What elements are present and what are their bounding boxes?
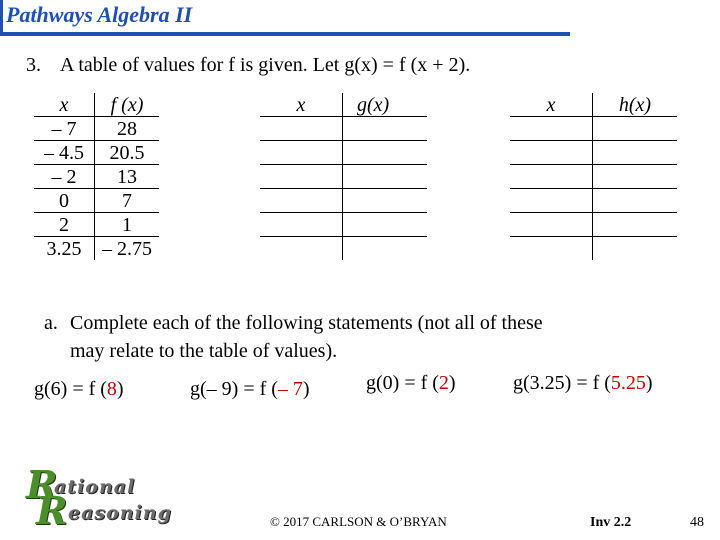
statement-4 bbox=[513, 372, 653, 395]
part-a-label: a. bbox=[44, 312, 58, 334]
table-h-cell[interactable] bbox=[593, 141, 678, 165]
table-h-cell[interactable] bbox=[510, 165, 593, 189]
table-f-cell: – 2.75 bbox=[95, 237, 160, 261]
table-h-cell[interactable] bbox=[510, 213, 593, 237]
table-g-header-x: x bbox=[260, 93, 343, 117]
footer-page-number: 48 bbox=[690, 515, 704, 530]
statement-1-answer[interactable]: 8 bbox=[106, 378, 117, 400]
table-h-header-hx: h(x) bbox=[593, 93, 678, 117]
table-g-cell[interactable] bbox=[260, 237, 343, 261]
table-h-cell[interactable] bbox=[510, 237, 593, 261]
table-f-cell: 0 bbox=[34, 189, 95, 213]
part-a-line-2: may relate to the table of values). bbox=[70, 340, 338, 362]
table-f-header-x: x bbox=[34, 93, 95, 117]
table-f-cell: 7 bbox=[95, 189, 160, 213]
question-number: 3. bbox=[26, 54, 41, 76]
logo-initial-r-bottom: R bbox=[36, 488, 68, 533]
footer-investigation: Inv 2.2 bbox=[590, 515, 632, 530]
table-f-cell: – 7 bbox=[34, 117, 95, 141]
table-g-cell[interactable] bbox=[260, 141, 343, 165]
statement-4-left: g(3.25) = f ( bbox=[513, 372, 611, 394]
table-h-cell[interactable] bbox=[510, 141, 593, 165]
header bbox=[0, 0, 250, 34]
table-h-cell[interactable] bbox=[593, 189, 678, 213]
table-f-cell: – 4.5 bbox=[34, 141, 95, 165]
table-h-cell[interactable] bbox=[593, 237, 678, 261]
table-h-values bbox=[510, 93, 677, 260]
table-g-cell[interactable] bbox=[343, 237, 428, 261]
statement-3 bbox=[366, 372, 456, 395]
logo-word-ational: ational bbox=[54, 476, 136, 498]
part-a-line-1: Complete each of the following statements (not all of these bbox=[70, 312, 543, 334]
table-f-cell: 13 bbox=[95, 165, 160, 189]
header-underline bbox=[0, 32, 570, 36]
statement-2-left: g(– 9) = f ( bbox=[190, 378, 278, 400]
part-a bbox=[44, 309, 684, 365]
question-text: A table of values for f is given. Let g(x) = f (x + 2). bbox=[60, 54, 471, 76]
header-left-border bbox=[0, 0, 3, 36]
statement-1-left: g(6) = f ( bbox=[34, 378, 107, 400]
table-h-header-x: x bbox=[510, 93, 593, 117]
header-title: Pathways Algebra II bbox=[6, 2, 193, 27]
table-g-cell[interactable] bbox=[343, 189, 428, 213]
table-h-cell[interactable] bbox=[510, 189, 593, 213]
statement-3-answer[interactable]: 2 bbox=[438, 372, 449, 394]
statement-1 bbox=[34, 378, 124, 401]
table-g-cell[interactable] bbox=[343, 117, 428, 141]
statement-2-answer[interactable]: – 7 bbox=[277, 378, 303, 400]
table-f-header-fx: f (x) bbox=[95, 93, 160, 117]
question bbox=[26, 54, 470, 77]
statement-1-right: ) bbox=[116, 378, 124, 400]
table-g-cell[interactable] bbox=[343, 141, 428, 165]
table-f-cell: 3.25 bbox=[34, 237, 95, 261]
table-g-cell[interactable] bbox=[260, 189, 343, 213]
rational-reasoning-logo bbox=[6, 462, 174, 533]
footer-copyright: © 2017 CARLSON & O’BRYAN bbox=[270, 514, 447, 529]
table-g-cell[interactable] bbox=[260, 165, 343, 189]
table-g-cell[interactable] bbox=[260, 213, 343, 237]
logo-word-easoning: easoning bbox=[68, 502, 172, 524]
statement-4-answer[interactable]: 5.25 bbox=[610, 372, 646, 394]
table-h-cell[interactable] bbox=[593, 117, 678, 141]
table-g-values bbox=[260, 93, 427, 260]
table-g-cell[interactable] bbox=[260, 117, 343, 141]
table-f-cell: 2 bbox=[34, 213, 95, 237]
table-g-header-gx: g(x) bbox=[343, 93, 428, 117]
table-f-cell: 1 bbox=[95, 213, 160, 237]
statement-2 bbox=[190, 378, 310, 401]
table-f-values bbox=[34, 93, 159, 260]
statement-3-left: g(0) = f ( bbox=[366, 372, 439, 394]
statement-2-right: ) bbox=[302, 378, 310, 400]
table-h-cell[interactable] bbox=[593, 165, 678, 189]
statement-4-right: ) bbox=[645, 372, 653, 394]
logo-initial-r-top: R bbox=[26, 462, 58, 507]
table-h-cell[interactable] bbox=[593, 213, 678, 237]
table-g-cell[interactable] bbox=[343, 165, 428, 189]
table-f-cell: 28 bbox=[95, 117, 160, 141]
table-f-cell: 20.5 bbox=[95, 141, 160, 165]
statement-3-right: ) bbox=[448, 372, 456, 394]
table-h-cell[interactable] bbox=[510, 117, 593, 141]
table-g-cell[interactable] bbox=[343, 213, 428, 237]
table-f-cell: – 2 bbox=[34, 165, 95, 189]
